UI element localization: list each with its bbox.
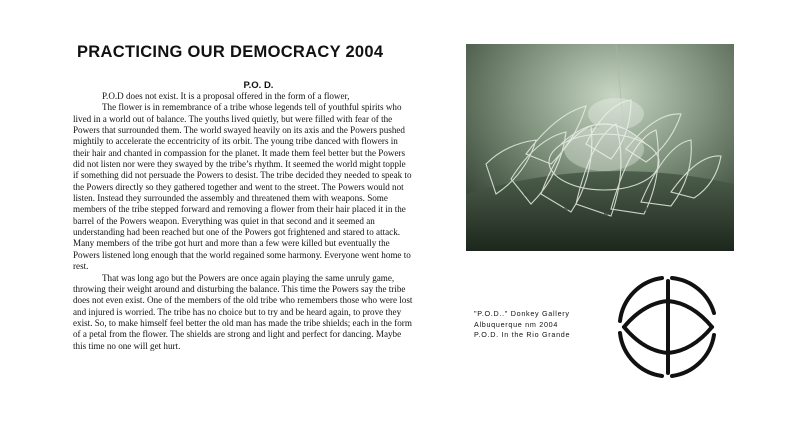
page-title: PRACTICING OUR DEMOCRACY 2004 <box>77 43 384 61</box>
caption-line: Albuquerque nm 2004 <box>474 319 559 329</box>
caption-line: "P.O.D.." Donkey Gallery <box>474 309 570 318</box>
section-heading: P.O. D. <box>243 80 274 91</box>
body-text <box>73 91 413 352</box>
pod-logo <box>614 273 722 381</box>
paragraph: The flower is in remembrance of a tribe whose legends tell of youthful spirits who lived in a world out of balance. The youths lived quietly, but were filled with fear of the Powers that surrounded them. The world swayed heavily on its axis and the Powers pushed mightily to accelerate the eccentricity of its orbit. The young tribe danced with flowers in their hair and chanted in compassion for the planet. It made them feel better but the Powers did not listen nor were they swayed by the tribe’s rhythm. It seemed the world might topple if something did not persuade the Powers to desist. The tribe decided they needed to speak to the Powers directly so they gathered together and went to the street. The Powers would not listen. Instead they surrounded the assembly and threatened them with weapons. Some members of the tribe stepped forward and removing a flower from their hair placed it in the barrel of the Powers weapon. Everything was quiet in that second and it seemed an understanding had been reached but one of the Powers got frightened and stared to attack. Many members of the tribe got hurt and more than a few were killed but eventually the Powers listened long enough that the world regained some harmony. Everyone went home to rest. <box>73 102 412 272</box>
paragraph: P.O.D does not exist. It is a proposal offered in the form of a flower, <box>102 91 350 101</box>
photo-caption <box>474 309 570 341</box>
paragraph: That was long ago but the Powers are once again playing the same unruly game, throwing their weight around and disturbing the balance. This time the Powers say the tribe does not even exist. One of the members of the old tribe who remembers those who were lost and injured is worried. The tribe has no choice but to try and be heard again, to prove they exist. So, to make himself feel better the old man has made the tribe shields; each in the form of a petal from the flower. The shields are strong and light and perfect for dancing. Maybe this time no one will get hurt. <box>73 272 413 351</box>
flower-sculpture-photo <box>466 44 734 251</box>
caption-line: P.O.D. In the Rio Grande <box>474 330 571 340</box>
